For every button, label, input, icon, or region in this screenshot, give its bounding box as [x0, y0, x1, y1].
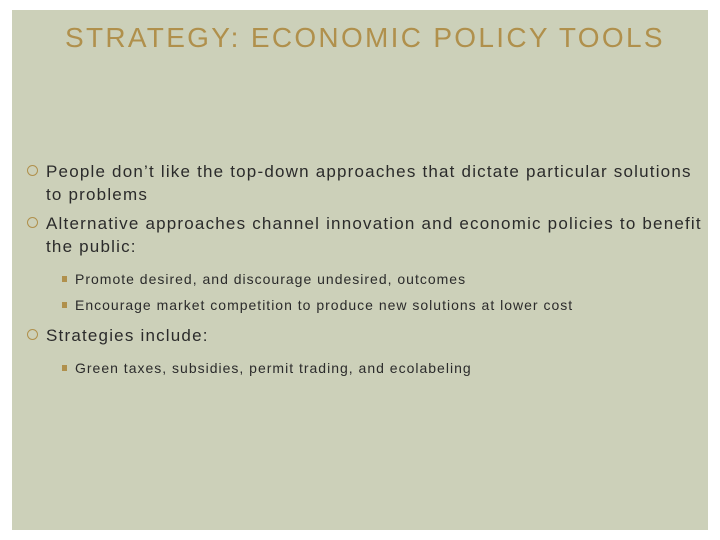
sub-bullet-text: Green taxes, subsidies, permit trading, and ecolabeling — [75, 360, 472, 376]
sub-bullet-item — [26, 292, 702, 318]
square-bullet-icon — [62, 276, 67, 282]
sub-bullet-text: Promote desired, and discourage undesired, outcomes — [75, 271, 467, 287]
hollow-circle-bullet-icon — [27, 165, 38, 176]
square-bullet-icon — [62, 365, 67, 371]
slide-body — [26, 160, 702, 381]
bullet-text: Strategies include: — [46, 326, 209, 345]
square-bullet-icon — [62, 302, 67, 308]
sub-bullet-item — [26, 355, 702, 381]
slide-title: STRATEGY: ECONOMIC POLICY TOOLS — [65, 22, 665, 53]
hollow-circle-bullet-icon — [27, 217, 38, 228]
bullet-item — [26, 324, 702, 347]
sub-bullet-item — [26, 266, 702, 292]
sub-bullet-text: Encourage market competition to produce new solutions at lower cost — [75, 297, 574, 313]
hollow-circle-bullet-icon — [27, 329, 38, 340]
bullet-text: People don’t like the top-down approaches that dictate particular solutions to problems — [46, 162, 692, 204]
bullet-text: Alternative approaches channel innovation and economic policies to benefit the public: — [46, 214, 702, 256]
bullet-item — [26, 160, 702, 206]
slide — [12, 10, 708, 530]
bullet-item — [26, 212, 702, 258]
